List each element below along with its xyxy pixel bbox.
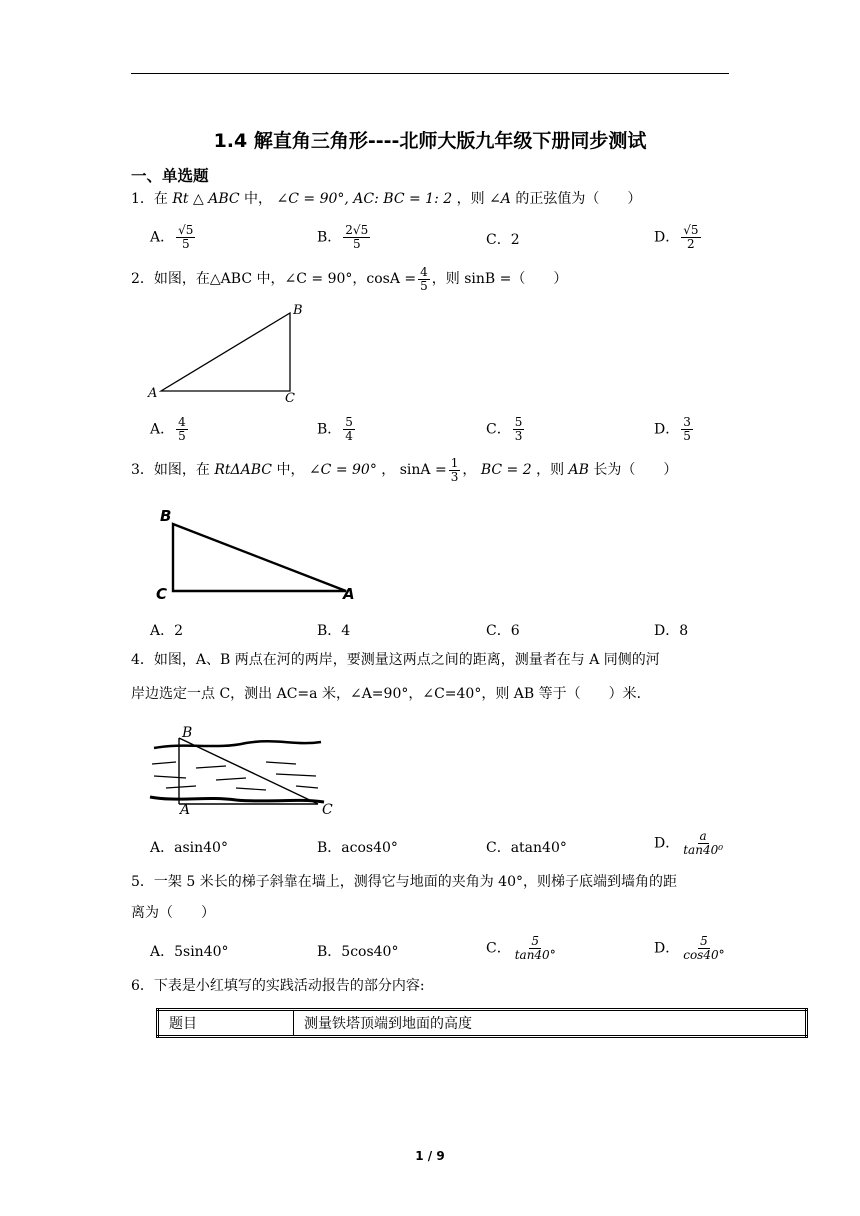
- fraction: [343, 224, 370, 251]
- option-label: C．2: [486, 232, 520, 248]
- q3-mid-2: ，: [381, 462, 396, 478]
- q3-option-c[interactable]: C．6: [486, 623, 520, 639]
- vertex-label-c: C: [156, 585, 168, 603]
- frac-num: 2√5: [345, 223, 369, 237]
- point-label-b: B: [182, 725, 193, 741]
- q1-math-3: ∠A: [489, 191, 511, 207]
- q2-option-c[interactable]: [486, 416, 526, 443]
- option-label: D．: [654, 229, 680, 246]
- frac-num: a: [699, 829, 707, 843]
- q3-math-4: BC = 2: [480, 462, 532, 478]
- option-label: A．: [150, 421, 175, 438]
- q5-option-c[interactable]: [486, 935, 560, 962]
- frac-den: 4: [345, 429, 353, 443]
- frac-num: 4: [178, 415, 186, 429]
- option-label: D．: [654, 940, 680, 957]
- q2-suffix: ，则 sinB =（ ）: [431, 271, 568, 287]
- q2-option-d[interactable]: [654, 416, 695, 443]
- triangle: [173, 524, 346, 591]
- near-riverbank: [150, 797, 324, 802]
- frac-den: 5: [181, 237, 190, 251]
- q3-suffix: 长为（ ）: [593, 462, 678, 478]
- fraction: [681, 935, 726, 962]
- header-rule: [131, 73, 729, 74]
- fraction: [418, 266, 430, 293]
- question-4-line-2: 岸边选定一点 C，测出 AC=a 米，∠A=90°，∠C=40°，则 AB 等于（ ）米．: [131, 686, 651, 702]
- q1-option-b[interactable]: [317, 224, 372, 251]
- fraction: [513, 935, 558, 962]
- frac-den: tan40⁰: [683, 843, 724, 857]
- vertex-label-c: C: [285, 391, 295, 406]
- frac-num: 5: [531, 934, 540, 948]
- q3-math-2: ∠C = 90°: [308, 462, 377, 478]
- frac-den: tan40°: [514, 948, 556, 962]
- table-cell-topic-label: 题目: [158, 1010, 294, 1037]
- q1-mid-1: 中，: [244, 191, 273, 207]
- q1-mid-2: ，则: [456, 191, 485, 207]
- table-cell-topic-value: 测量铁塔顶端到地面的高度: [294, 1010, 807, 1037]
- q4-option-b[interactable]: B．acos40°: [317, 840, 398, 856]
- fraction: [513, 416, 525, 443]
- page-title: 1.4 解直角三角形----北师大版九年级下册同步测试: [213, 130, 647, 152]
- frac-den: 2: [687, 237, 695, 251]
- point-label-c: C: [322, 802, 333, 818]
- q4-option-d[interactable]: [654, 830, 727, 857]
- fraction: [449, 457, 461, 484]
- point-label-a: A: [180, 802, 191, 818]
- frac-num: 1: [450, 455, 459, 470]
- option-label: C．: [486, 421, 511, 438]
- q4-river-figure: [146, 718, 346, 820]
- water-lines: [152, 762, 318, 790]
- frac-num: 5: [345, 415, 353, 429]
- vertex-label-a: A: [148, 386, 158, 401]
- question-4-line-1: 4．如图，A、B 两点在河的两岸，要测量这两点之间的距离，测量者在与 A 同侧的河: [131, 652, 660, 668]
- q3-math-3: sinA =: [399, 462, 447, 478]
- question-6: 6．下表是小红填写的实践活动报告的部分内容:: [131, 978, 425, 994]
- report-table: [156, 1008, 808, 1038]
- frac-den: cos40°: [683, 948, 725, 962]
- q5-option-b[interactable]: B．5cos40°: [317, 944, 399, 960]
- fraction: [681, 224, 700, 251]
- fraction: [681, 416, 693, 443]
- option-label: D．: [654, 835, 680, 852]
- frac-num: √5: [178, 223, 194, 237]
- frac-num: 3: [683, 415, 691, 429]
- page-number: 1 / 9: [415, 1149, 445, 1163]
- q3-mid-3: ，: [462, 462, 477, 478]
- q1-option-d[interactable]: [654, 224, 703, 251]
- fraction: [343, 416, 355, 443]
- q1-math-1: Rt △ ABC: [172, 191, 240, 207]
- q1-suffix: 的正弦值为（ ）: [515, 191, 642, 207]
- q1-option-a[interactable]: [150, 224, 197, 251]
- table-row: [158, 1010, 807, 1037]
- frac-den: 5: [683, 429, 691, 443]
- option-label: C．: [486, 940, 511, 957]
- frac-num: 5: [700, 934, 708, 948]
- q3-mid-4: ，则: [536, 462, 565, 478]
- q2-triangle-figure: [140, 296, 320, 408]
- q1-option-c[interactable]: [486, 229, 520, 249]
- vertex-label-b: B: [293, 303, 303, 318]
- q2-option-b[interactable]: [317, 416, 357, 443]
- vertex-label-a: A: [343, 585, 355, 603]
- q1-prefix: 1．在: [131, 191, 168, 207]
- q3-option-d[interactable]: D．8: [654, 623, 689, 639]
- question-5-line-1: 5．一架 5 米长的梯子斜靠在墙上，测得它与地面的夹角为 40°，则梯子底端到墙角的距: [131, 874, 677, 890]
- fraction: [681, 830, 725, 857]
- q1-math-2: ∠C = 90°, AC: BC = 1: 2: [276, 191, 453, 207]
- segment-bc: [179, 738, 318, 804]
- frac-den: 5: [352, 237, 361, 251]
- section-heading: 一、单选题: [131, 167, 209, 185]
- vertex-label-b: B: [160, 507, 172, 525]
- question-3: [131, 455, 677, 485]
- option-label: D．: [654, 421, 680, 438]
- frac-den: 5: [420, 278, 428, 293]
- frac-den: 3: [450, 469, 459, 484]
- fraction: [176, 224, 195, 251]
- frac-num: √5: [683, 223, 699, 237]
- q5-option-d[interactable]: [654, 935, 729, 962]
- q5-option-a[interactable]: A．5sin40°: [150, 944, 229, 960]
- q2-prefix: 2．如图，在△ABC 中，∠C = 90°，cosA =: [131, 271, 417, 287]
- q3-math-5: AB: [568, 462, 589, 478]
- q3-mid-1: 中，: [276, 462, 305, 478]
- fraction: [176, 416, 188, 443]
- frac-num: 5: [514, 415, 523, 429]
- q3-option-b[interactable]: B．4: [317, 623, 351, 639]
- frac-num: 4: [420, 264, 428, 279]
- q3-math-1: RtΔABC: [214, 462, 273, 478]
- question-5-line-2: 离为（ ）: [131, 905, 215, 921]
- q4-option-c[interactable]: C．atan40°: [486, 840, 567, 856]
- option-label: B．: [317, 229, 342, 246]
- triangle: [161, 313, 290, 391]
- option-label: B．: [317, 421, 342, 438]
- q3-option-a[interactable]: A．2: [150, 623, 184, 639]
- question-1: [131, 184, 641, 214]
- option-label: A．: [150, 229, 175, 246]
- frac-den: 3: [514, 429, 523, 443]
- question-2: [131, 264, 567, 294]
- q2-option-a[interactable]: [150, 416, 190, 443]
- q3-prefix: 3．如图，在: [131, 462, 210, 478]
- q4-option-a[interactable]: A．asin40°: [150, 840, 228, 856]
- q3-triangle-figure: [150, 504, 370, 608]
- frac-den: 5: [178, 429, 186, 443]
